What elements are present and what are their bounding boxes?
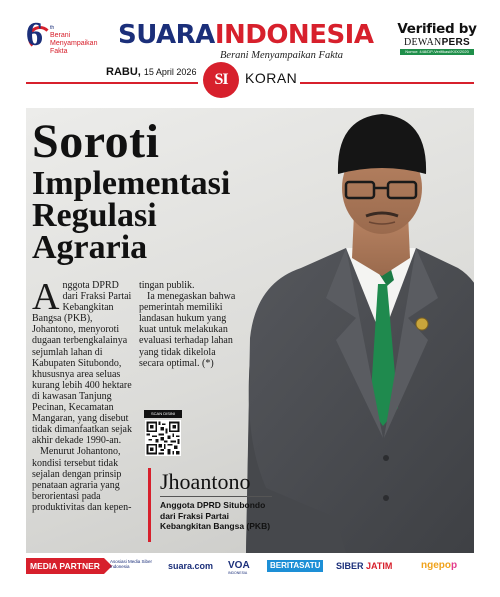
article-column-1 xyxy=(32,276,132,513)
dateline-rule-right xyxy=(300,82,474,84)
partner-siber-part1: SIBER xyxy=(336,561,364,571)
partner-logo-suara[interactable]: suara.com xyxy=(168,561,214,571)
drop-cap: A xyxy=(32,276,60,318)
partner-ngepop-part2: p xyxy=(451,560,458,571)
headline-line-4: Agraria xyxy=(32,229,148,266)
scan-label: SCAN DISINI xyxy=(144,410,182,418)
paragraph-text: nggota DPRD dari Fraksi Partai Kebangkitan Bangsa (PKB), Johantono, menyoroti dugaan terbengkalainya sejumlah lahan di Kabupaten Situbondo, khususnya area seluas kurang lebih 400 hektare di kawasan Tanjung Pecinan, Kecamatan Mangaran, yang disebut tidak dimanfaatkan sejak akhir dekade 1990-an. xyxy=(32,280,132,447)
dateline xyxy=(0,60,500,104)
brand-tagline: Berani Menyampaikan Fakta xyxy=(220,50,344,61)
qr-scan-box[interactable] xyxy=(144,410,182,456)
verified-org-part2: PERS xyxy=(441,37,471,48)
partner-logo-voa[interactable]: VOA xyxy=(228,560,250,571)
anniversary-superscript: th xyxy=(50,25,55,31)
media-partner-label: MEDIA PARTNER xyxy=(26,558,104,574)
anniversary-number: 6 xyxy=(26,16,43,53)
caption-name: Jhoantono xyxy=(160,469,251,494)
article-paragraph: Ia menegaskan bahwa pemerintah memiliki landasan hukum yang kuat untuk melakukan evaluasi terhadap lahan yang tidak dikelola secara optimal. (*) xyxy=(139,291,236,369)
brand-name-part1: SUARA xyxy=(118,20,215,50)
anniversary-tagline: Berani Menyampaikan Fakta xyxy=(50,32,98,55)
verified-number: Nomor: 448/DP-Verifikasi/K/IX/2020 xyxy=(400,49,474,55)
article-paragraph: tingan publik. xyxy=(139,280,195,291)
headline-line-3: Regulasi xyxy=(32,197,157,234)
issue-date-value: 15 April 2026 xyxy=(143,67,197,77)
shield-pin-icon xyxy=(416,318,428,330)
qr-code-icon[interactable] xyxy=(144,420,182,456)
headline xyxy=(32,116,282,264)
article-paragraph: Menurut Johantono, kondisi tersebut tidak sejalan dengan prinsip penataan agraria yang berorientasi pada produktivitas dan kepen- xyxy=(32,446,132,513)
section-label: KORAN xyxy=(245,70,298,86)
issue-date xyxy=(106,66,196,78)
partner-siber-part2: JATIM xyxy=(366,561,393,571)
article-panel xyxy=(26,108,474,553)
partner-logo-siberjatim[interactable] xyxy=(336,559,392,573)
brand-name xyxy=(118,20,373,50)
masthead xyxy=(0,0,500,60)
dateline-rule-left xyxy=(26,82,198,84)
partner-logo-voa-sub: INDONESIA xyxy=(228,571,248,575)
partner-logo-beritasatu[interactable]: BERITASATU xyxy=(267,560,323,572)
caption-divider xyxy=(160,496,272,497)
anniversary-logo xyxy=(26,16,116,58)
caption-accent-bar xyxy=(148,468,151,542)
verified-org-part1: DEWAN xyxy=(403,37,442,48)
si-badge-icon: SI xyxy=(203,62,239,98)
headline-line-2: Implementasi xyxy=(32,165,231,202)
verified-title: Verified by xyxy=(397,21,477,37)
partner-logo-amsi[interactable]: Asosiasi Media Siber Indonesia xyxy=(110,559,153,569)
headline-line-1: Soroti xyxy=(32,115,160,168)
verified-org xyxy=(397,37,477,48)
media-partner-footer xyxy=(0,553,500,597)
partner-logo-ngepop[interactable] xyxy=(421,559,457,573)
brand-name-part2: INDONESIA xyxy=(214,20,374,50)
verified-badge xyxy=(397,22,477,58)
brand-logo[interactable] xyxy=(118,20,388,60)
article-paragraph xyxy=(32,276,132,447)
partner-ngepop-part1: ngepo xyxy=(421,560,451,571)
caption-role: Anggota DPRD Situbondo dari Fraksi Partai Kebangkitan Bangsa (PKB) xyxy=(160,500,271,531)
issue-day: RABU, xyxy=(106,66,141,78)
article-column-2 xyxy=(139,280,239,369)
